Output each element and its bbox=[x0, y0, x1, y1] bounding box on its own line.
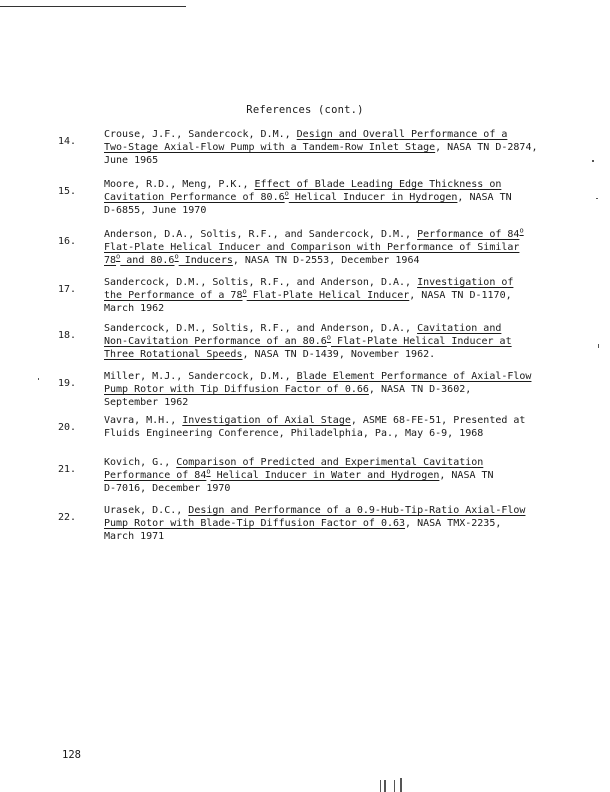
reference-title-segment: Investigation of Axial Stage bbox=[182, 415, 351, 426]
reference-segment: Sandercock, D.M., Soltis, R.F., and Anderson, D.A., bbox=[104, 323, 418, 334]
reference-number: 17. bbox=[58, 284, 77, 295]
reference-text bbox=[104, 276, 544, 315]
reference-segment: , NASA TN bbox=[457, 192, 512, 203]
reference-title-segment: Flat-Plate Helical Inducer and Comparison with Performance of Similar bbox=[104, 242, 520, 253]
reference-segment: D-6855, June 1970 bbox=[104, 205, 207, 216]
reference-text bbox=[104, 128, 544, 167]
reference-title-segment: the Performance of a 78 bbox=[104, 290, 243, 301]
reference-title-segment: Cavitation and bbox=[417, 323, 502, 334]
scan-speck bbox=[592, 160, 594, 162]
reference-segment: Crouse, J.F., Sandercock, D.M., bbox=[104, 129, 297, 140]
reference-title-segment: 78 bbox=[104, 255, 117, 266]
reference-number: 20. bbox=[58, 422, 77, 433]
reference-line bbox=[104, 456, 544, 469]
reference-number: 19. bbox=[58, 378, 77, 389]
reference-title-segment: Non-Cavitation Performance of an 80.6 bbox=[104, 336, 327, 347]
reference-segment: Urasek, D.C., bbox=[104, 505, 189, 516]
reference-number: 22. bbox=[58, 512, 77, 523]
page-number: 128 bbox=[62, 749, 81, 761]
reference-line bbox=[104, 414, 544, 427]
reference-title-segment: o bbox=[206, 467, 211, 476]
reference-segment: , NASA TMX-2235, bbox=[405, 518, 502, 529]
reference-segment: , NASA TN D-1439, November 1962. bbox=[242, 349, 436, 360]
reference-title-segment: o bbox=[174, 252, 179, 261]
page-heading: References (cont.) bbox=[246, 104, 364, 116]
reference-segment: , NASA TN D-2874, bbox=[435, 142, 538, 153]
reference-title-segment: Flat-Plate Helical Inducer bbox=[246, 290, 410, 301]
scan-speck bbox=[384, 780, 386, 792]
reference-segment: Miller, M.J., Sandercock, D.M., bbox=[104, 371, 297, 382]
reference-line bbox=[104, 254, 544, 267]
reference-segment: Sandercock, D.M., Soltis, R.F., and Anderson, D.A., bbox=[104, 277, 418, 288]
reference-line bbox=[104, 302, 544, 315]
reference-text bbox=[104, 414, 544, 440]
reference-line bbox=[104, 427, 544, 440]
reference-segment: Vavra, M.H., bbox=[104, 415, 183, 426]
reference-line bbox=[104, 530, 544, 543]
reference-segment: Fluids Engineering Conference, Philadelphia, Pa., May 6-9, 1968 bbox=[104, 428, 484, 439]
reference-title-segment: o bbox=[242, 287, 247, 296]
reference-title-segment: Investigation of bbox=[417, 277, 514, 288]
reference-number: 18. bbox=[58, 330, 77, 341]
reference-segment: , NASA TN D-1170, bbox=[409, 290, 512, 301]
reference-title-segment: Two-Stage Axial-Flow Pump with a Tandem-Row Inlet Stage bbox=[104, 142, 436, 153]
reference-line bbox=[104, 154, 544, 167]
reference-line bbox=[104, 289, 544, 302]
reference-segment: , NASA TN bbox=[439, 470, 494, 481]
reference-segment: , ASME 68-FE-51, Presented at bbox=[350, 415, 526, 426]
reference-title-segment: Comparison of Predicted and Experimental Cavitation bbox=[176, 457, 484, 468]
reference-number: 21. bbox=[58, 464, 77, 475]
scan-speck bbox=[596, 198, 598, 199]
reference-segment: D-7016, December 1970 bbox=[104, 483, 231, 494]
reference-line bbox=[104, 335, 544, 348]
reference-line bbox=[104, 191, 544, 204]
reference-title-segment: Effect of Blade Leading Edge Thickness on bbox=[254, 179, 502, 190]
reference-title-segment: and 80.6 bbox=[120, 255, 175, 266]
reference-text bbox=[104, 322, 544, 361]
reference-title-segment: o bbox=[116, 252, 121, 261]
reference-title-segment: o bbox=[519, 226, 524, 235]
reference-title-segment: Performance of 84 bbox=[417, 229, 520, 240]
reference-segment: Kovich, G., bbox=[104, 457, 177, 468]
reference-line bbox=[104, 383, 544, 396]
reference-line bbox=[104, 396, 544, 409]
reference-title-segment: Cavitation Performance of 80.6 bbox=[104, 192, 285, 203]
reference-text bbox=[104, 456, 544, 495]
reference-title-segment: Pump Rotor with Blade-Tip Diffusion Factor of 0.63 bbox=[104, 518, 406, 529]
reference-title-segment: Blade Element Performance of Axial-Flow bbox=[296, 371, 532, 382]
reference-line bbox=[104, 504, 544, 517]
reference-line bbox=[104, 178, 544, 191]
reference-segment: March 1962 bbox=[104, 303, 165, 314]
reference-segment: , NASA TN D-2553, December 1964 bbox=[232, 255, 420, 266]
reference-segment: September 1962 bbox=[104, 397, 189, 408]
reference-line bbox=[104, 128, 544, 141]
reference-line bbox=[104, 228, 544, 241]
reference-line bbox=[104, 276, 544, 289]
reference-text bbox=[104, 504, 544, 543]
reference-line bbox=[104, 322, 544, 335]
reference-segment: Moore, R.D., Meng, P.K., bbox=[104, 179, 255, 190]
reference-line bbox=[104, 469, 544, 482]
reference-title-segment: Inducers bbox=[178, 255, 233, 266]
scan-speck bbox=[38, 378, 39, 380]
reference-line bbox=[104, 370, 544, 383]
reference-title-segment: o bbox=[326, 333, 331, 342]
reference-line bbox=[104, 204, 544, 217]
reference-title-segment: Helical Inducer in Water and Hydrogen bbox=[210, 470, 440, 481]
top-rule bbox=[0, 6, 186, 7]
reference-segment: , NASA TN D-3602, bbox=[368, 384, 472, 395]
reference-title-segment: Helical Inducer in Hydrogen bbox=[288, 192, 458, 203]
scan-speck bbox=[394, 780, 395, 792]
reference-segment: March 1971 bbox=[104, 531, 165, 542]
reference-title-segment: Pump Rotor with Tip Diffusion Factor of 0.66 bbox=[104, 384, 369, 395]
reference-segment: June 1965 bbox=[104, 155, 159, 166]
reference-number: 14. bbox=[58, 136, 77, 147]
scan-speck bbox=[598, 344, 599, 348]
reference-title-segment: Three Rotational Speeds bbox=[104, 349, 243, 360]
reference-line bbox=[104, 141, 544, 154]
scan-speck bbox=[380, 780, 381, 792]
reference-title-segment: Design and Performance of a 0.9-Hub-Tip-Ratio Axial-Flow bbox=[188, 505, 526, 516]
reference-text bbox=[104, 370, 544, 409]
reference-line bbox=[104, 517, 544, 530]
reference-title-segment: Flat-Plate Helical Inducer at bbox=[330, 336, 512, 347]
reference-text bbox=[104, 178, 544, 217]
reference-number: 15. bbox=[58, 186, 77, 197]
reference-line bbox=[104, 482, 544, 495]
reference-number: 16. bbox=[58, 236, 77, 247]
reference-line bbox=[104, 348, 544, 361]
reference-title-segment: o bbox=[284, 189, 289, 198]
reference-title-segment: Performance of 84 bbox=[104, 470, 207, 481]
reference-segment: Anderson, D.A., Soltis, R.F., and Sandercock, D.M., bbox=[104, 229, 418, 240]
reference-text bbox=[104, 228, 544, 267]
reference-title-segment: Design and Overall Performance of a bbox=[296, 129, 508, 140]
reference-line bbox=[104, 241, 544, 254]
scan-speck bbox=[400, 778, 402, 792]
